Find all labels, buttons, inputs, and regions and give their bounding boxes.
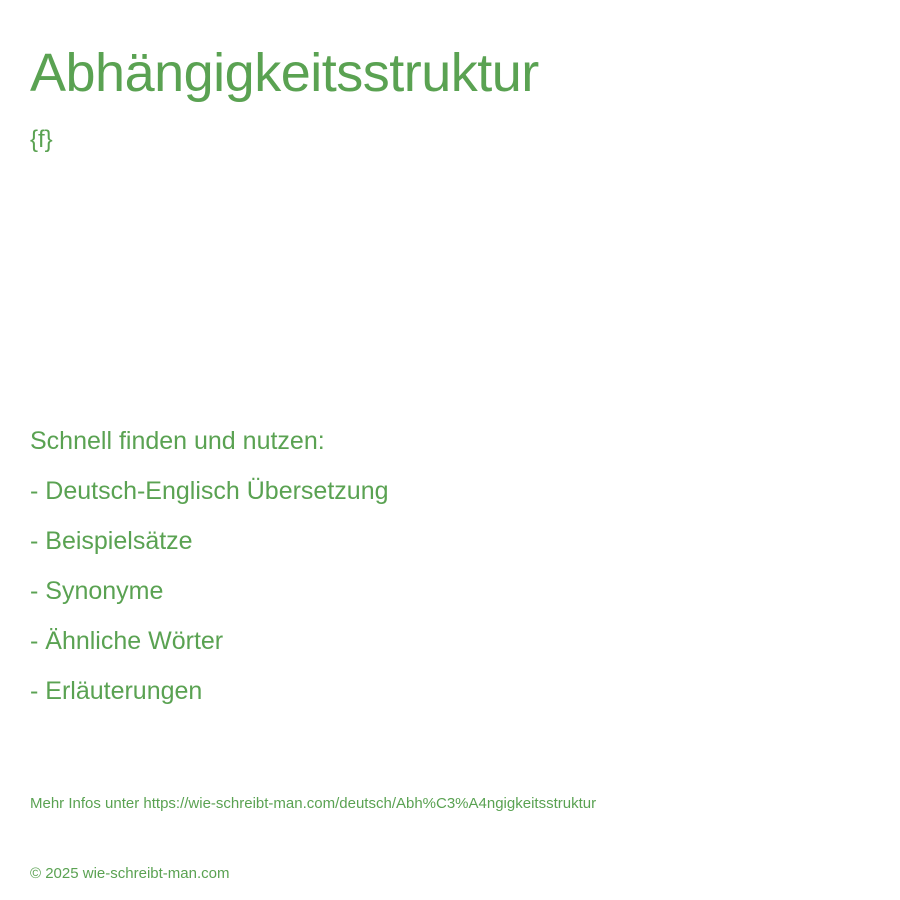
- more-info-text: Mehr Infos unter https://wie-schreibt-man.com/deutsch/Abh%C3%A4ngigkeitsstruktur: [30, 795, 597, 812]
- feature-list: [30, 424, 389, 724]
- feature-item-example-sentences: - Beispielsätze: [30, 527, 193, 555]
- gender-label: {f}: [30, 126, 53, 153]
- feature-item-explanations: - Erläuterungen: [30, 677, 203, 705]
- word-title: Abhängigkeitsstruktur: [30, 43, 539, 103]
- feature-item-synonyms: - Synonyme: [30, 577, 164, 605]
- copyright-text: © 2025 wie-schreibt-man.com: [30, 865, 230, 882]
- feature-list-heading: Schnell finden und nutzen:: [30, 427, 325, 455]
- feature-item-similar-words: - Ähnliche Wörter: [30, 627, 224, 655]
- feature-item-translation: - Deutsch-Englisch Übersetzung: [30, 477, 389, 505]
